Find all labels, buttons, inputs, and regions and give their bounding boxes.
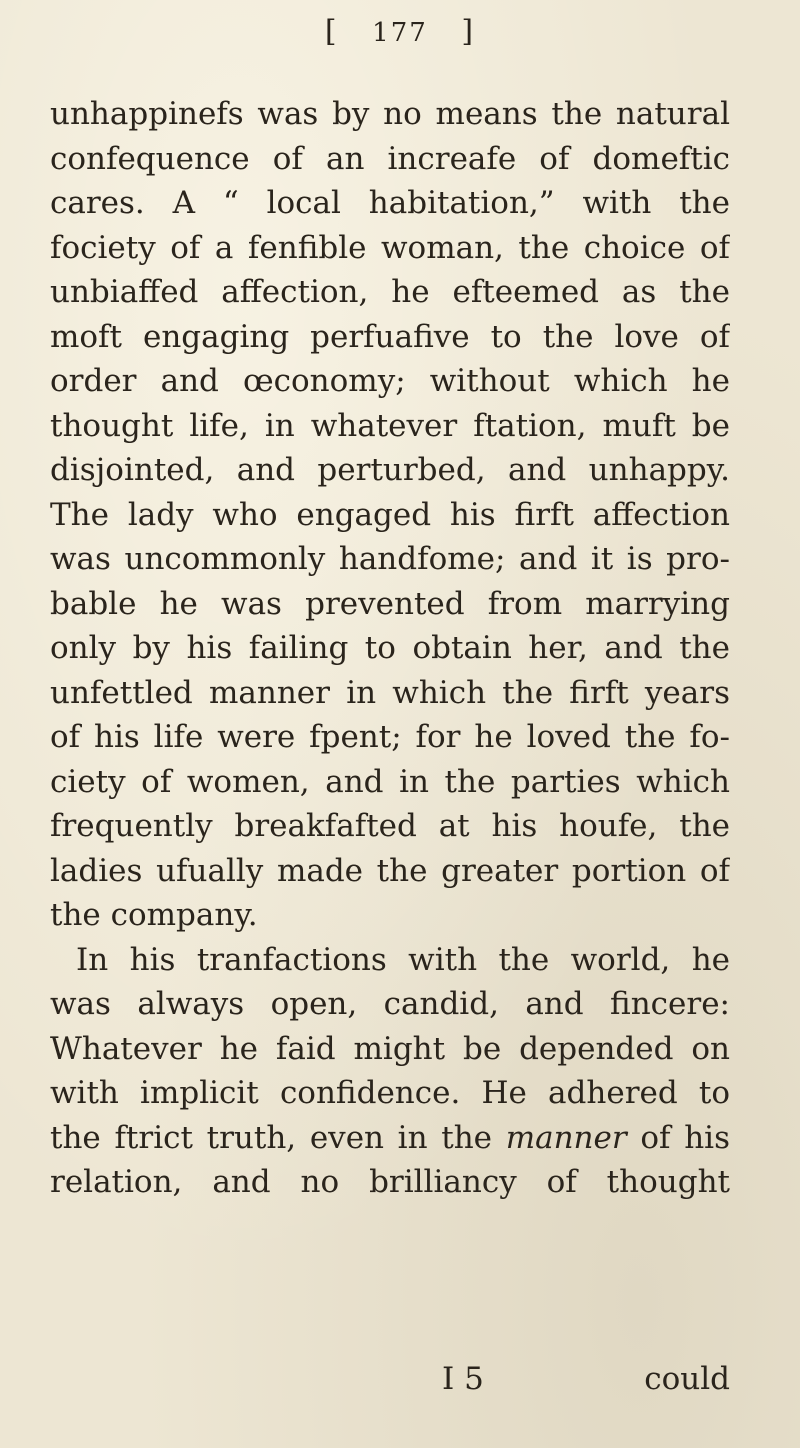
text-line: moft engaging perfuafive to the love of: [50, 318, 730, 355]
text-line: thought life, in whatever ftation, muft be: [50, 407, 730, 444]
text-line: was always open, candid, and fincere:: [50, 986, 730, 1022]
catchword: could: [644, 1361, 730, 1397]
text-line: order and œconomy; without which he: [50, 363, 730, 399]
text-line: cares. A “ local habitation,” with the: [50, 185, 730, 221]
text-line: bable he was prevented from marrying: [50, 585, 730, 622]
text-line: The lady who engaged his firft affection: [50, 496, 730, 533]
text-line: with implicit confidence. He adhered to: [50, 1075, 730, 1111]
page-footer: [50, 1357, 730, 1401]
text-line: unbiaffed affection, he efteemed as the: [50, 274, 730, 310]
text-line: In his tranfactions with the world, he: [76, 941, 730, 978]
bracket-close: ]: [461, 14, 476, 49]
text-line: frequently breakfafted at his houfe, the: [50, 808, 730, 844]
bracket-open: [: [324, 14, 339, 49]
text-line: ladies ufually made the greater portion of: [50, 852, 730, 889]
text-line: relation, and no brilliancy of thought: [50, 1164, 730, 1200]
page-header: [0, 14, 800, 49]
text-line: of his life were fpent; for he loved the fo-: [50, 719, 730, 755]
text-line: only by his failing to obtain her, and the: [50, 630, 730, 666]
signature-mark: I 5: [442, 1361, 484, 1397]
text-line: disjointed, and perturbed, and unhappy.: [50, 452, 730, 488]
text-line: unhappinefs was by no means the natural: [50, 96, 730, 132]
text-line: ciety of women, and in the parties which: [50, 763, 730, 800]
body-text: [50, 92, 730, 1205]
text-line: unfettled manner in which the firft years: [50, 674, 730, 711]
text-line: was uncommonly handfome; and it is pro-: [50, 541, 730, 577]
text-line: Whatever he faid might be depended on: [50, 1030, 730, 1067]
text-line: confequence of an increafe of domeftic: [50, 140, 730, 177]
text-line: the ftrict truth, even in the manner of his: [50, 1119, 730, 1156]
italic-word: manner: [505, 1119, 627, 1156]
text-line: fociety of a fenfible woman, the choice of: [50, 229, 730, 266]
text-line: the company.: [50, 897, 258, 933]
page-number: 177: [372, 18, 428, 48]
